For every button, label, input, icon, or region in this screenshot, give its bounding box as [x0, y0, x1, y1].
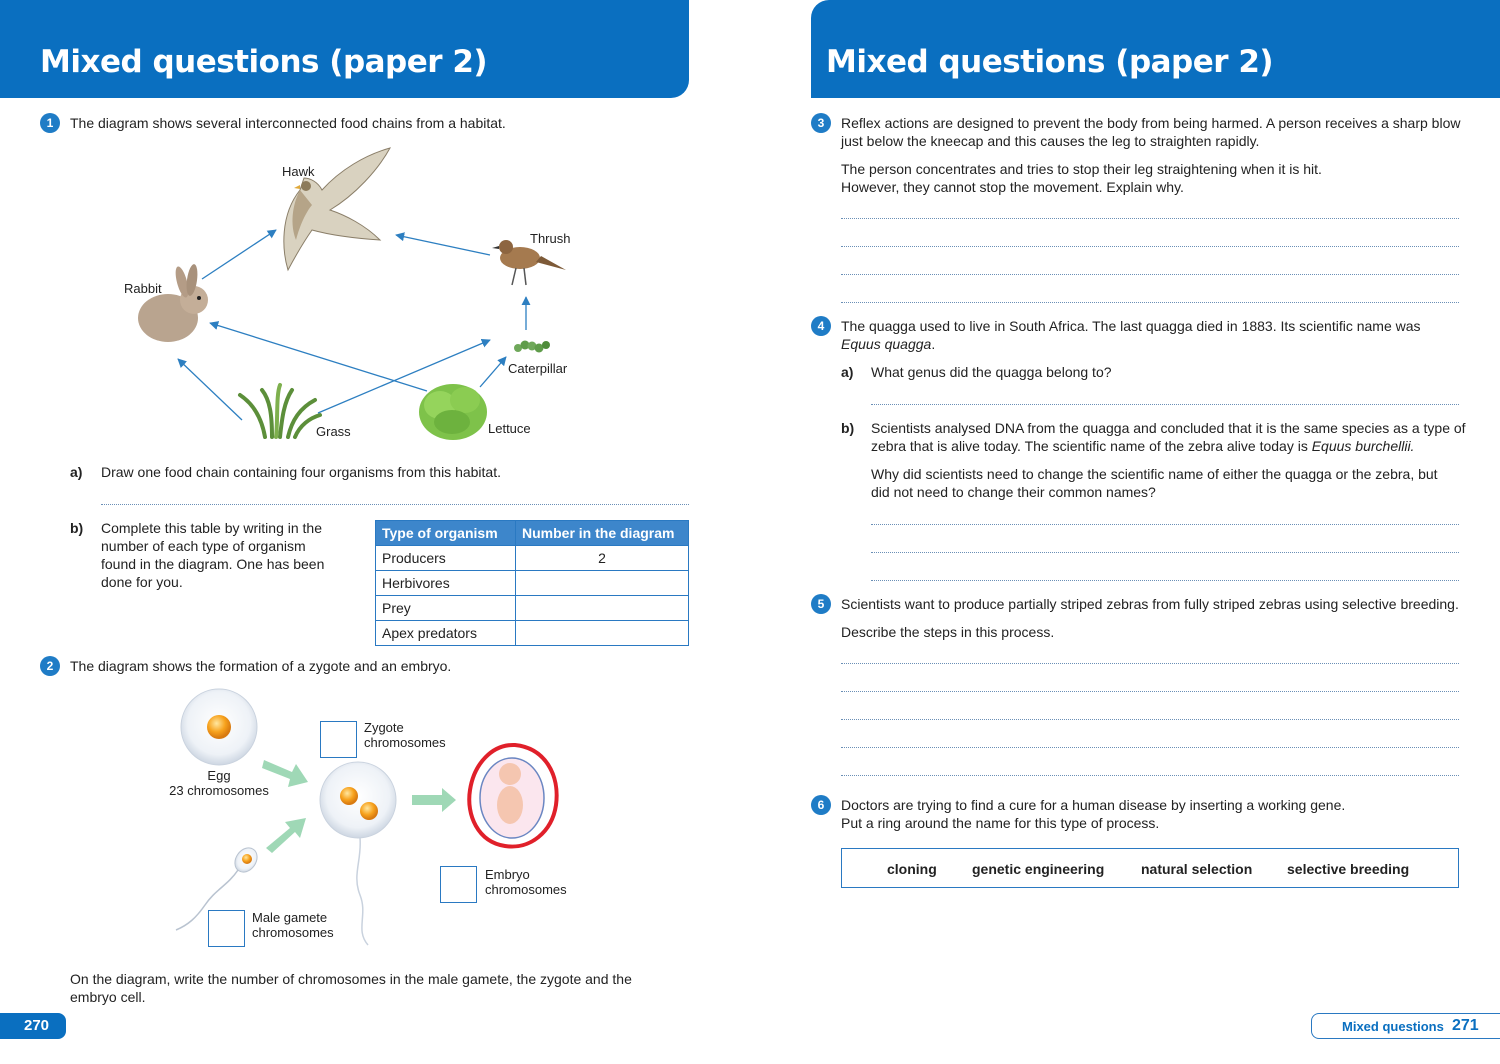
lettuce-illustration — [419, 384, 487, 440]
right-page-title: Mixed questions (paper 2) — [826, 44, 1274, 80]
q6-options-box — [841, 848, 1459, 888]
caterpillar-illustration — [514, 341, 550, 353]
q5-line1: Scientists want to produce partially striped zebras from fully striped zebras using selective breeding. — [841, 596, 1459, 612]
q3-answer-line[interactable] — [841, 274, 1459, 275]
q4a-label: a) — [841, 364, 854, 380]
q1b-label: b) — [70, 520, 84, 536]
option-selective-breeding[interactable]: selective breeding — [1287, 861, 1410, 877]
left-title-banner — [0, 0, 689, 98]
table-cell-number-input[interactable] — [516, 621, 689, 646]
q1a-text: Draw one food chain containing four organisms from this habitat. — [101, 464, 501, 480]
label-egg: Egg — [207, 768, 231, 783]
q5-answer-line[interactable] — [841, 747, 1459, 748]
label-male-gamete: Male gamete — [252, 910, 328, 925]
embryo-chromosome-box[interactable] — [440, 866, 477, 903]
q4b-line1: Scientists analysed DNA from the quagga and concluded that it is the same species as a type of — [871, 420, 1466, 436]
label-egg-chromosomes: 23 chromosomes — [169, 783, 269, 798]
question-1-text: The diagram shows several interconnected food chains from a habitat. — [70, 115, 506, 131]
right-title-banner — [811, 0, 1500, 98]
q5-line2: Describe the steps in this process. — [841, 624, 1055, 640]
label-caterpillar: Caterpillar — [508, 361, 568, 376]
table-cell-type: Prey — [376, 596, 516, 621]
q4-scientific-name: Equus quagga — [841, 336, 932, 352]
label-embryo-chromosomes: chromosomes — [485, 882, 567, 897]
table-cell-number-input[interactable] — [516, 596, 689, 621]
right-page-number: 271 — [1452, 1017, 1479, 1034]
label-zygote: Zygote — [364, 720, 404, 735]
q4b-line3: Why did scientists need to change the scientific name of either the quagga or the zebra, but — [871, 466, 1438, 482]
zygote-cell-illustration — [320, 762, 396, 945]
q1b-text: Complete this table by writing in the number of each type of organism found in the diagram. One has been done for you. — [101, 520, 325, 590]
q4b-zebra-scientific-name: Equus burchellii. — [1311, 438, 1415, 454]
label-rabbit: Rabbit — [124, 281, 162, 296]
embryo-illustration — [469, 745, 556, 847]
label-zygote-chromosomes: chromosomes — [364, 735, 446, 750]
q3-answer-line[interactable] — [841, 218, 1459, 219]
food-web-diagram — [0, 135, 689, 450]
table-cell-type: Herbivores — [376, 571, 516, 596]
right-page-footer — [1311, 1013, 1500, 1039]
label-embryo: Embryo — [485, 867, 530, 882]
q1a-label: a) — [70, 464, 83, 480]
table-row — [376, 621, 689, 646]
table-cell-number-input[interactable] — [516, 571, 689, 596]
question-6-number: 6 — [811, 795, 831, 815]
q6-line1: Doctors are trying to find a cure for a human disease by inserting a working gene. — [841, 797, 1346, 813]
q4b-answer-line[interactable] — [871, 580, 1459, 581]
q4b-label: b) — [841, 420, 855, 436]
zygote-chromosome-box[interactable] — [320, 721, 357, 758]
q5-answer-line[interactable] — [841, 775, 1459, 776]
egg-cell-illustration — [181, 689, 257, 765]
option-cloning[interactable]: cloning — [887, 861, 937, 877]
thrush-illustration — [492, 240, 566, 285]
organism-table — [375, 520, 689, 646]
question-5-number: 5 — [811, 594, 831, 614]
q4b-line2-start: zebra that is alive today. The scientific name of the zebra alive today is — [871, 438, 1312, 454]
q3-answer-line[interactable] — [841, 302, 1459, 303]
q3-line3: The person concentrates and tries to stop their leg straightening when it is hit. — [841, 161, 1322, 177]
label-grass: Grass — [316, 424, 351, 439]
table-cell-type: Producers — [376, 546, 516, 571]
left-page-number: 270 — [0, 1013, 66, 1039]
q4b-answer-line[interactable] — [871, 552, 1459, 553]
option-natural-selection[interactable]: natural selection — [1141, 861, 1253, 877]
q3-line1: Reflex actions are designed to prevent the body from being harmed. A person receives a sharp blow — [841, 115, 1461, 131]
q5-answer-line[interactable] — [841, 663, 1459, 664]
q1a-answer-line[interactable] — [101, 504, 689, 505]
footer-section-label: Mixed questions — [1342, 1019, 1444, 1034]
q4-line2-end: . — [931, 336, 936, 352]
left-page-title: Mixed questions (paper 2) — [40, 44, 488, 80]
label-lettuce: Lettuce — [488, 421, 531, 436]
q3-line2: just below the kneecap and this causes the leg to straighten rapidly. — [841, 133, 1260, 149]
rabbit-illustration — [138, 263, 208, 342]
male-gamete-chromosome-box[interactable] — [208, 910, 245, 947]
question-2-number: 2 — [40, 656, 60, 676]
table-row — [376, 571, 689, 596]
table-row — [376, 596, 689, 621]
q5-answer-line[interactable] — [841, 719, 1459, 720]
q4b-answer-line[interactable] — [871, 524, 1459, 525]
q4a-answer-line[interactable] — [871, 404, 1459, 405]
table-header-type: Type of organism — [376, 521, 516, 546]
question-3-number: 3 — [811, 113, 831, 133]
q2-instruction-line1: On the diagram, write the number of chromosomes in the male gamete, the zygote and the — [70, 971, 632, 987]
q5-answer-line[interactable] — [841, 691, 1459, 692]
label-hawk: Hawk — [282, 164, 315, 179]
q4-line2 — [841, 335, 935, 353]
label-thrush: Thrush — [530, 231, 571, 246]
table-cell-number: 2 — [516, 546, 689, 571]
q6-line2: Put a ring around the name for this type of process. — [841, 815, 1160, 831]
table-row — [376, 546, 689, 571]
table-header-number: Number in the diagram — [516, 521, 689, 546]
option-genetic-engineering[interactable]: genetic engineering — [972, 861, 1105, 877]
q4b-line4: did not need to change their common names? — [871, 484, 1156, 500]
q3-answer-line[interactable] — [841, 246, 1459, 247]
label-male-gamete-chromosomes: chromosomes — [252, 925, 334, 940]
question-1-number: 1 — [40, 113, 60, 133]
q4b-line2 — [871, 437, 1414, 455]
grass-illustration — [240, 385, 320, 437]
q2-instruction-line2: embryo cell. — [70, 989, 146, 1005]
table-cell-type: Apex predators — [376, 621, 516, 646]
q3-line4: However, they cannot stop the movement. Explain why. — [841, 179, 1184, 195]
question-2-text: The diagram shows the formation of a zygote and an embryo. — [70, 658, 452, 674]
q4a-text: What genus did the quagga belong to? — [871, 364, 1112, 380]
q4-line1: The quagga used to live in South Africa. The last quagga died in 1883. Its scientific name was — [841, 318, 1421, 334]
question-4-number: 4 — [811, 316, 831, 336]
